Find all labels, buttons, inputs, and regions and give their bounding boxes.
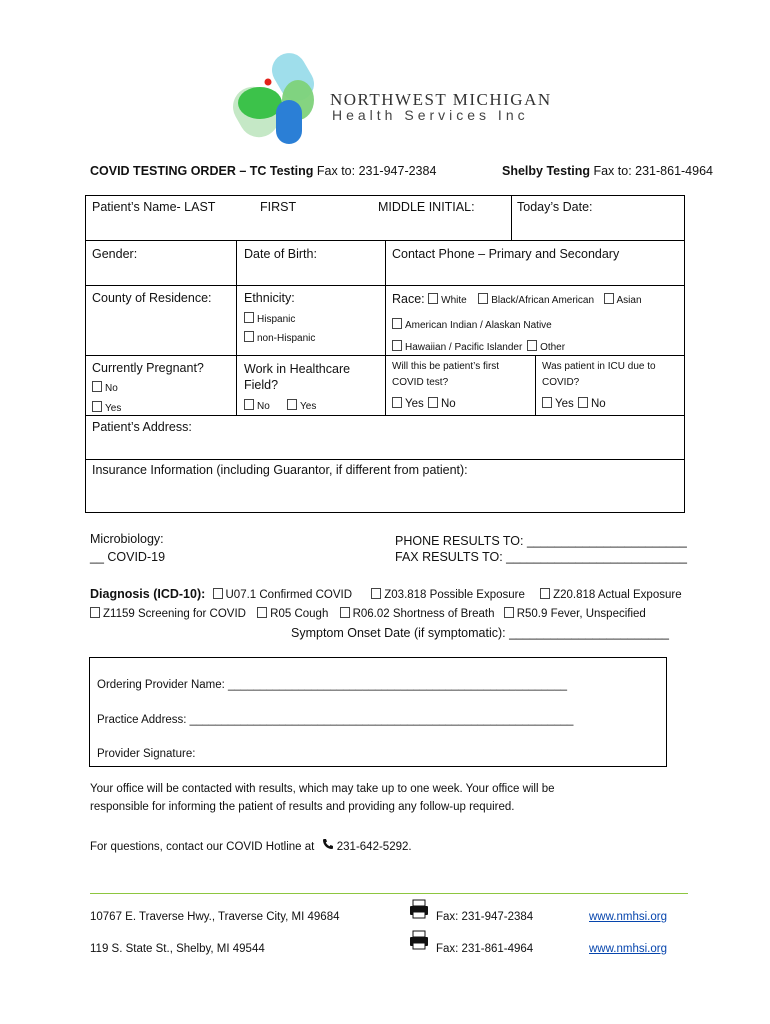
checkbox[interactable] <box>578 397 588 408</box>
option-label: Yes <box>555 398 574 410</box>
dob-label: Date of Birth: <box>244 247 317 261</box>
gender-label: Gender: <box>92 247 138 261</box>
work-healthcare-label: Work in Healthcare Field? <box>244 362 351 392</box>
race-white[interactable] <box>428 295 467 306</box>
practice-address-field[interactable]: Practice Address: ____________________________________________________________ <box>97 714 574 726</box>
checkbox[interactable] <box>604 293 614 304</box>
checkbox[interactable] <box>392 340 402 351</box>
insurance-label: Insurance Information (including Guarantor, if different from patient): <box>92 463 468 477</box>
race-group <box>392 292 642 306</box>
order-title-tc <box>90 164 436 178</box>
option-label: Black/African American <box>491 295 595 306</box>
checkbox[interactable] <box>371 588 381 599</box>
pregnant-label: Currently Pregnant? <box>92 361 204 375</box>
table-top-border <box>85 195 685 196</box>
work-healthcare-yes[interactable] <box>287 399 316 412</box>
checkbox[interactable] <box>478 293 488 304</box>
icu-question-line2: COVID? <box>542 377 580 388</box>
covid19-test-option[interactable]: __ COVID-19 <box>90 550 166 564</box>
footer-address-tc: 10767 E. Traverse Hwy., Traverse City, MI 49684 <box>90 911 340 923</box>
table-left-border <box>85 195 86 513</box>
option-label: American Indian / Alaskan Native <box>405 320 552 331</box>
patient-first-name-label: FIRST <box>260 200 297 214</box>
table-bottom-border <box>85 512 685 513</box>
checkbox[interactable] <box>340 607 350 618</box>
checkbox[interactable] <box>244 399 254 410</box>
hotline-text: For questions, contact our COVID Hotline at <box>90 841 315 853</box>
option-label: U07.1 Confirmed COVID <box>225 589 353 601</box>
fax-results-field[interactable]: FAX RESULTS TO: __________________________ <box>395 550 687 564</box>
results-note-line1: Your office will be contacted with results, which may take up to one week. Your office will be <box>90 783 555 795</box>
diagnosis-row-1 <box>90 587 682 601</box>
diagnosis-label: Diagnosis (ICD-10): <box>90 587 206 601</box>
order-title-shelby-label: Shelby Testing <box>502 164 590 178</box>
checkbox[interactable] <box>92 401 102 412</box>
race-black[interactable] <box>478 295 594 306</box>
pregnant-yes[interactable] <box>92 401 121 414</box>
option-label: Other <box>540 342 566 353</box>
checkbox[interactable] <box>213 588 223 599</box>
option-label: R06.02 Shortness of Breath <box>352 608 495 620</box>
footer-rule <box>90 893 688 894</box>
first-test-question-line2: COVID test? <box>392 377 449 388</box>
option-label: Z03.818 Possible Exposure <box>384 589 525 601</box>
icu-yes[interactable] <box>542 397 574 410</box>
first-test-question-line1: Will this be patient’s first <box>392 361 500 372</box>
work-healthcare-no[interactable] <box>244 399 270 412</box>
order-title-shelby <box>502 164 713 178</box>
symptom-onset-field[interactable]: Symptom Onset Date (if symptomatic): _______________________ <box>291 626 670 640</box>
website-link-tc[interactable]: www.nmhsi.org <box>589 911 667 923</box>
microbiology-label: Microbiology: <box>90 532 164 546</box>
checkbox[interactable] <box>527 340 537 351</box>
checkbox[interactable] <box>257 607 267 618</box>
first-test-yes[interactable] <box>392 397 424 410</box>
checkbox[interactable] <box>542 397 552 408</box>
divider <box>236 240 237 416</box>
option-label: R05 Cough <box>270 608 329 620</box>
provider-signature-field[interactable]: Provider Signature: <box>97 748 196 760</box>
county-label: County of Residence: <box>92 291 212 305</box>
pregnant-no[interactable] <box>92 381 118 394</box>
icu-question-line1: Was patient in ICU due to <box>542 361 656 372</box>
checkbox[interactable] <box>504 607 514 618</box>
race-label: Race: <box>392 292 425 306</box>
checkbox[interactable] <box>244 331 254 342</box>
divider <box>511 195 512 240</box>
option-label: Yes <box>405 398 424 410</box>
ethnicity-non-hispanic[interactable] <box>244 331 315 344</box>
website-link-shelby[interactable]: www.nmhsi.org <box>589 943 667 955</box>
order-title-tc-fax: Fax to: 231-947-2384 <box>316 164 437 178</box>
org-name: NORTHWEST MICHIGAN <box>330 90 552 109</box>
footer-address-shelby: 119 S. State St., Shelby, MI 49544 <box>90 943 265 955</box>
checkbox[interactable] <box>92 381 102 392</box>
hotline-number: 231-642-5292. <box>336 841 412 853</box>
option-label: non-Hispanic <box>257 333 316 344</box>
diagnosis-row-2 <box>90 607 646 620</box>
fax-icon <box>408 930 430 955</box>
dx-r05[interactable] <box>257 608 328 620</box>
contact-phone-label: Contact Phone – Primary and Secondary <box>392 247 620 261</box>
patient-address-label: Patient’s Address: <box>92 420 192 434</box>
results-note-line2: responsible for informing the patient of results and providing any follow-up required. <box>90 801 515 813</box>
option-label: No <box>591 398 606 410</box>
patient-last-name-label: Patient’s Name- LAST <box>92 200 216 214</box>
checkbox[interactable] <box>287 399 297 410</box>
divider <box>535 355 536 416</box>
divider <box>385 240 386 416</box>
ethnicity-hispanic[interactable] <box>244 312 295 325</box>
option-label: Yes <box>105 403 122 414</box>
race-american-indian[interactable] <box>392 318 552 331</box>
fax-icon <box>408 899 430 924</box>
phone-icon <box>322 841 337 853</box>
divider <box>85 355 236 356</box>
ordering-provider-field[interactable]: Ordering Provider Name: _____________________________________________________ <box>97 679 567 691</box>
todays-date-label: Today’s Date: <box>517 200 593 214</box>
divider <box>85 415 685 416</box>
option-label: Z1159 Screening for COVID <box>103 608 246 620</box>
checkbox[interactable] <box>392 397 402 408</box>
ethnicity-label: Ethnicity: <box>244 291 295 305</box>
divider <box>85 459 685 460</box>
race-asian[interactable] <box>604 295 642 306</box>
order-title-tc-label: COVID TESTING ORDER – TC Testing <box>90 164 314 178</box>
checkbox[interactable] <box>428 293 438 304</box>
phone-results-field[interactable]: PHONE RESULTS TO: _______________________ <box>395 534 687 548</box>
divider <box>85 285 685 286</box>
first-test-no[interactable] <box>428 397 456 410</box>
checkbox[interactable] <box>392 318 402 329</box>
order-title-shelby-fax: Fax to: 231-861-4964 <box>593 164 713 178</box>
table-right-border <box>684 195 685 513</box>
checkbox[interactable] <box>244 312 254 323</box>
org-subname: Health Services Inc <box>332 107 529 123</box>
dx-r509[interactable] <box>504 608 646 620</box>
dx-z20818[interactable] <box>540 589 682 601</box>
icu-no[interactable] <box>578 397 606 410</box>
option-label: White <box>441 295 467 306</box>
option-label: No <box>105 383 118 394</box>
option-label: Yes <box>300 401 317 412</box>
option-label: Hawaiian / Pacific Islander <box>405 342 523 353</box>
dx-z1159[interactable] <box>90 608 246 620</box>
checkbox[interactable] <box>540 588 550 599</box>
dx-u071[interactable] <box>213 589 353 601</box>
divider <box>236 355 385 356</box>
option-label: No <box>441 398 456 410</box>
option-label: Z20.818 Actual Exposure <box>553 589 682 601</box>
option-label: Asian <box>616 295 642 306</box>
checkbox[interactable] <box>90 607 100 618</box>
middle-initial-label: MIDDLE INITIAL: <box>378 200 475 214</box>
checkbox[interactable] <box>428 397 438 408</box>
hotline-line <box>90 838 412 853</box>
option-label: R50.9 Fever, Unspecified <box>516 608 646 620</box>
race-hawaiian[interactable] <box>392 340 565 353</box>
dx-r0602[interactable] <box>340 608 495 620</box>
footer-fax-shelby: Fax: 231-861-4964 <box>436 943 534 955</box>
option-label: No <box>257 401 270 412</box>
option-label: Hispanic <box>257 314 296 325</box>
logo-graphic <box>228 48 328 148</box>
footer-fax-tc: Fax: 231-947-2384 <box>436 911 534 923</box>
dx-z03818[interactable] <box>371 589 525 601</box>
